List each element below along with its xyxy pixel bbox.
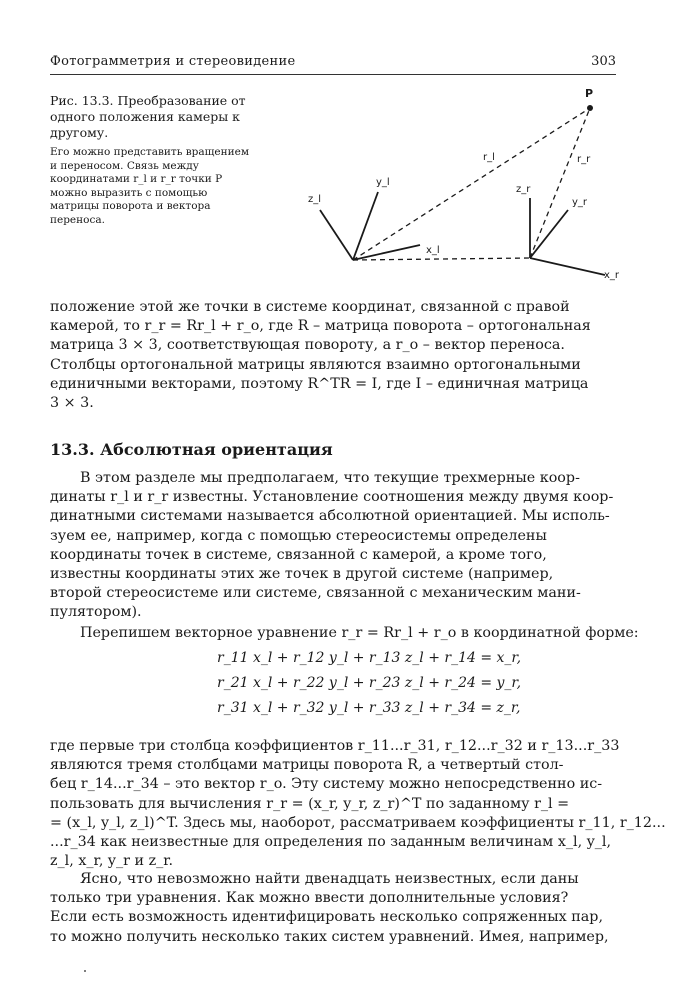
equation-3: r_31 x_l + r_32 y_l + r_33 z_l + r_34 = z_r, (217, 700, 521, 716)
label-p: P (585, 87, 594, 100)
text-line: где первые три столбца коэффициентов r_11...r_31, r_12...r_32 и r_13...r_33 (50, 738, 620, 754)
label-yr: y_r (572, 197, 588, 208)
text-line: матрица 3 × 3, соответствующая повороту, а r_o – вектор переноса. (50, 337, 565, 354)
label-rl: r_l (483, 152, 495, 163)
text-line: известны координаты этих же точек в другой системе (например, (50, 565, 554, 582)
text-line: пользовать для вычисления r_r = (x_r, y_r, z_r)^T по заданному r_l = (50, 795, 570, 812)
text-line: камерой, то r_r = Rr_l + r_o, где R – матрица поворота – ортогональная (50, 318, 591, 335)
equation-2: r_21 x_l + r_22 y_l + r_23 z_l + r_24 = y_r, (217, 675, 522, 691)
text-line: ...r_34 как неизвестные для определения по заданным величинам x_l, y_l, (50, 833, 612, 850)
print-speck (84, 970, 86, 972)
paragraph-coordinate-form (50, 624, 639, 643)
label-yl: y_l (376, 177, 390, 188)
left-z-axis (320, 210, 353, 260)
text-line: = (x_l, y_l, z_l)^T. Здесь мы, наоборот, рассматриваем коэффициенты r_11, r_12... (50, 814, 666, 831)
camera-transform-figure (290, 80, 630, 285)
caption-body: Его можно представить вращением и переносом. Связь между координатами r_l и r_r точки P можно выразить с помощью матрицы поворота и вектора переноса. (50, 146, 249, 226)
text-line: 3 × 3. (50, 394, 94, 411)
figure-caption (50, 93, 258, 227)
label-zr: z_r (516, 184, 531, 195)
running-header (50, 54, 616, 75)
chapter-title: Фотограмметрия и стереовидение (50, 54, 296, 69)
text-line: зуем ее, например, когда с помощью стереосистемы определены (50, 527, 547, 544)
text-line: Перепишем векторное уравнение r_r = Rr_l + r_o в координатной форме: (80, 625, 639, 641)
label-rr: r_r (577, 154, 591, 165)
right-x-axis (530, 258, 605, 275)
text-line: бец r_14...r_34 – это вектор r_o. Эту систему можно непосредственно ис- (50, 776, 603, 793)
right-y-axis (530, 210, 568, 258)
label-zl: z_l (308, 194, 322, 205)
left-y-axis (353, 192, 378, 260)
text-line: только три уравнения. Как можно ввести дополнительные условия? (50, 890, 569, 907)
point-p-dot (587, 105, 593, 111)
caption-title: Рис. 13.3. Преобразование от одного положения камеры к другому. (50, 93, 246, 140)
text-line: положение этой же точки в системе координат, связанной с правой (50, 299, 570, 315)
text-line: Столбцы ортогональной матрицы являются взаимно ортогональными (50, 356, 581, 373)
paragraph-twelve-unknowns (50, 870, 616, 947)
label-xr: x_r (604, 270, 620, 281)
vector-ro (353, 258, 530, 260)
paragraph-coefficients (50, 737, 666, 871)
text-line: пулятором). (50, 604, 142, 621)
text-line: единичными векторами, поэтому R^TR = I, где I – единичная матрица (50, 375, 589, 392)
text-line: В этом разделе мы предполагаем, что текущие трехмерные коор- (80, 470, 580, 486)
paragraph-orthogonal-matrix (50, 298, 616, 413)
text-line: динатными системами называется абсолютной ориентацией. Мы исполь- (50, 508, 610, 525)
vector-rr (530, 108, 590, 258)
text-line: являются тремя столбцами матрицы поворота R, а четвертый стол- (50, 757, 564, 774)
text-line: то можно получить несколько таких систем уравнений. Имея, например, (50, 928, 609, 945)
left-x-axis (353, 245, 420, 260)
text-line: Ясно, что невозможно найти двенадцать неизвестных, если даны (80, 871, 579, 887)
paragraph-absolute-orientation (50, 469, 616, 623)
text-line: z_l, x_r, y_r и z_r. (50, 853, 174, 870)
equation-1: r_11 x_l + r_12 y_l + r_13 z_l + r_14 = x_r, (217, 650, 522, 666)
page-number: 303 (591, 54, 616, 69)
text-line: динаты r_l и r_r известны. Установление соотношения между двумя коор- (50, 489, 614, 506)
text-line: второй стереосистеме или системе, связанной с механическим мани- (50, 585, 581, 602)
text-line: Если есть возможность идентифицировать несколько сопряженных пар, (50, 909, 604, 926)
label-xl: x_l (426, 245, 440, 256)
text-line: координаты точек в системе, связанной с камерой, а кроме того, (50, 546, 547, 563)
section-heading: 13.3. Абсолютная ориентация (50, 440, 333, 459)
